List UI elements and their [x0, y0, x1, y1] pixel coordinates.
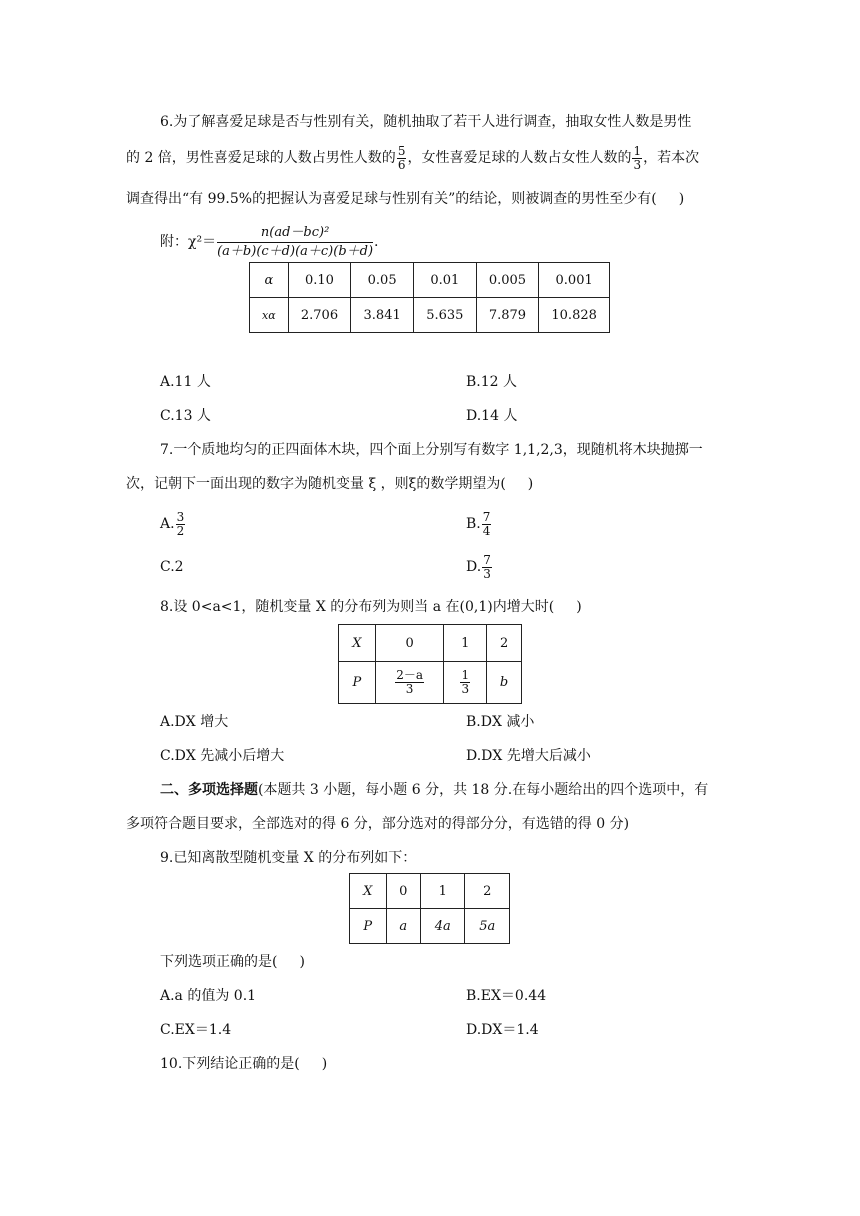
frac-den: 4	[482, 523, 491, 538]
cell-frac	[395, 669, 424, 696]
q8-line1-text: 8.设 0<a<1，随机变量 X 的分布列为则当 a 在(0,1)内增大时(	[160, 599, 555, 615]
q6-option-a[interactable]: A.11 人	[160, 374, 211, 390]
formula-den: (a＋b)(c＋d)(a＋c)(b＋d)	[217, 243, 374, 259]
table-cell: 2.706	[288, 298, 351, 333]
q6-critical-table	[249, 262, 610, 333]
q9-option-d[interactable]: D.DX＝1.4	[466, 1022, 539, 1038]
q8-option-b[interactable]: B.DX 减小	[466, 714, 535, 730]
table-cell: 5.635	[413, 298, 476, 333]
frac-den: 6	[397, 157, 406, 172]
frac-num: 1	[633, 143, 642, 158]
q7-line2	[126, 474, 533, 494]
frac-den: 3	[633, 157, 642, 172]
table-head-x: xα	[250, 298, 289, 333]
q6-frac-male	[397, 145, 407, 172]
q6-line2-b: ，女性喜爱足球的人数占女性人数的	[407, 150, 632, 166]
section2-line2: 多项符合题目要求，全部选对的得 6 分，部分选对的得部分分，有选错的得 0 分)	[126, 816, 630, 832]
table-cell: 0.005	[476, 263, 539, 298]
q8-option-a[interactable]: A.DX 增大	[160, 714, 229, 730]
formula-end: .	[374, 234, 379, 250]
option-frac	[482, 511, 492, 538]
table-head-p: P	[350, 909, 387, 944]
option-frac	[176, 511, 186, 538]
q9-distribution-table	[349, 873, 510, 944]
frac-den: 2	[176, 523, 185, 538]
q9-option-b[interactable]: B.EX＝0.44	[466, 988, 547, 1004]
section2-line1	[160, 780, 708, 800]
q7-option-c[interactable]: C.2	[160, 559, 184, 575]
q6-line2-a: 的 2 倍，男性喜爱足球的人数占男性人数的	[126, 150, 396, 166]
table-cell: 0.05	[351, 263, 414, 298]
cell-frac	[460, 669, 470, 696]
q6-line2	[126, 140, 699, 176]
table-head-x: X	[339, 625, 376, 662]
table-cell: a	[386, 909, 421, 944]
table-cell	[375, 662, 444, 704]
table-cell: 0.10	[288, 263, 351, 298]
q8-line1-close: )	[576, 599, 582, 615]
frac-num: 2－a	[396, 668, 423, 682]
q8-distribution-table	[338, 624, 522, 704]
frac-den: 3	[483, 566, 491, 581]
table-cell: 0	[386, 874, 421, 909]
table-cell: 1	[444, 625, 487, 662]
frac-den: 3	[461, 682, 470, 696]
q8-line1	[160, 597, 582, 617]
q6-line1: 6.为了解喜爱足球是否与性别有关，随机抽取了若干人进行调查，抽取女性人数是男性	[160, 114, 692, 130]
q8-option-c[interactable]: C.DX 先减小后增大	[160, 748, 285, 764]
q9-line1: 9.已知离散型随机变量 X 的分布列如下：	[160, 850, 417, 866]
section-desc: (本题共 3 小题，每小题 6 分，共 18 分.在每小题给出的四个选项中，有	[258, 782, 709, 798]
table-head-p: P	[339, 662, 376, 704]
q10-line1-close: )	[321, 1056, 328, 1072]
table-cell: 0.001	[539, 263, 610, 298]
q7-option-d[interactable]	[466, 550, 493, 584]
q6-line2-c: ，若本次	[643, 150, 700, 166]
q6-note	[160, 222, 379, 262]
table-cell: 4a	[421, 909, 465, 944]
table-head-alpha: α	[250, 263, 289, 298]
q6-line3	[126, 189, 684, 209]
q7-line1: 7.一个质地均匀的正四面体木块，四个面上分别写有数字 1,1,2,3，现随机将木块抛掷一	[160, 442, 703, 458]
option-label: D.	[466, 559, 482, 575]
table-cell: 2	[487, 625, 522, 662]
q10-line1	[160, 1054, 327, 1074]
q6-option-d[interactable]: D.14 人	[466, 408, 518, 424]
table-cell: 10.828	[539, 298, 610, 333]
formula-num: n(ad－bc)²	[217, 224, 373, 243]
q9-line2-close: )	[299, 954, 305, 970]
table-cell: 3.841	[351, 298, 414, 333]
frac-num: 5	[397, 143, 406, 158]
table-cell: 0	[375, 625, 444, 662]
q8-option-d[interactable]: D.DX 先增大后减小	[466, 748, 591, 764]
table-cell: 1	[421, 874, 465, 909]
table-cell: 0.01	[413, 263, 476, 298]
q7-line2-close: )	[527, 476, 534, 492]
q6-frac-female	[632, 145, 642, 172]
table-cell: 2	[465, 874, 510, 909]
frac-den: 3	[405, 682, 414, 696]
option-frac	[482, 554, 492, 581]
q7-line2-text: 次，记朝下一面出现的数字为随机变量 ξ ，则ξ的数学期望为(	[126, 476, 506, 492]
q6-option-b[interactable]: B.12 人	[466, 374, 518, 390]
table-head-x: X	[350, 874, 387, 909]
q9-line2-text: 下列选项正确的是(	[160, 954, 278, 970]
table-cell	[444, 662, 487, 704]
q6-option-c[interactable]: C.13 人	[160, 408, 211, 424]
table-cell: 5a	[465, 909, 510, 944]
frac-num: 1	[461, 668, 470, 682]
q9-option-c[interactable]: C.EX＝1.4	[160, 1022, 232, 1038]
option-label: B.	[466, 516, 481, 532]
q6-line3-text: 调查得出“有 99.5%的把握认为喜爱足球与性别有关”的结论，则被调查的男性至少有(	[126, 191, 657, 207]
q9-option-a[interactable]: A.a 的值为 0.1	[160, 988, 257, 1004]
frac-num: 3	[176, 509, 185, 524]
frac-num: 7	[483, 552, 491, 567]
q6-note-prefix: 附：χ²＝	[160, 234, 217, 250]
q7-option-b[interactable]	[466, 507, 492, 541]
option-label: A.	[160, 516, 175, 532]
q10-line1-text: 10.下列结论正确的是(	[160, 1056, 300, 1072]
q6-line3-close: )	[678, 191, 685, 207]
frac-num: 7	[482, 509, 491, 524]
table-cell: b	[487, 662, 522, 704]
table-cell: 7.879	[476, 298, 539, 333]
section-title: 二、多项选择题	[160, 782, 258, 798]
q7-option-a[interactable]	[160, 507, 186, 541]
chi-square-formula	[217, 224, 373, 261]
q9-line2	[160, 952, 305, 972]
